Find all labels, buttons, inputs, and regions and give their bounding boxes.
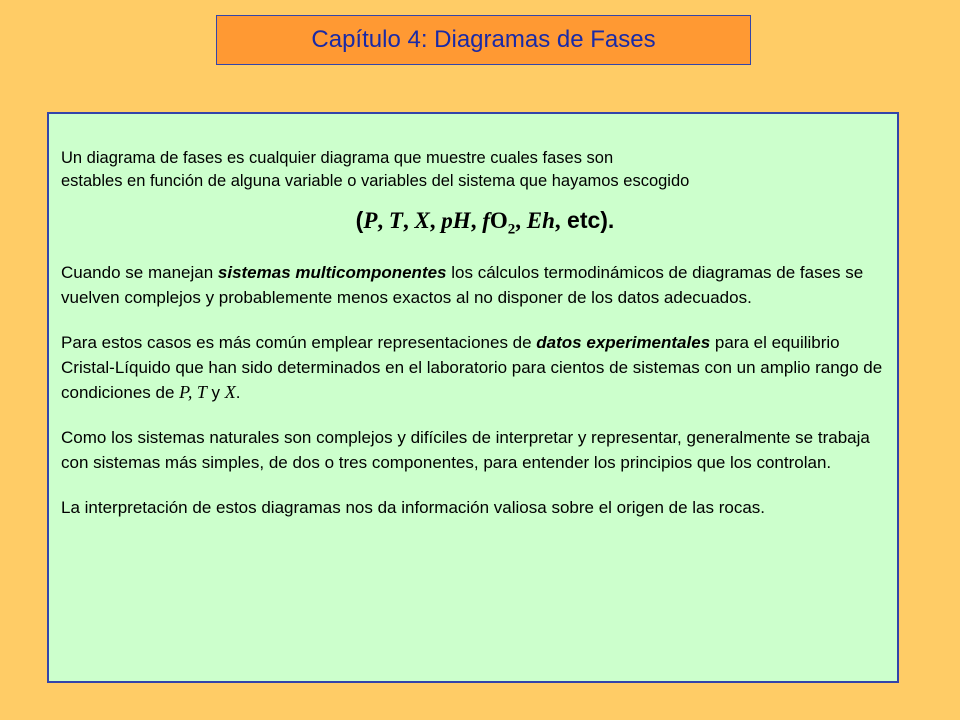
multicomponent-text-after: los cálculos termodinámicos de diagramas de fases se vuelven complejos y probablemente menos exactos al no disponer de los datos adecuados. bbox=[61, 263, 864, 307]
experimental-data-paragraph bbox=[61, 330, 885, 405]
experimental-conj: y bbox=[206, 383, 225, 402]
multicomponent-paragraph bbox=[61, 260, 885, 310]
formula-var-t: T bbox=[388, 208, 403, 233]
formula-sep-6: , bbox=[554, 208, 561, 233]
formula-subscript-2: 2 bbox=[507, 221, 516, 238]
interpretation-paragraph: La interpretación de estos diagramas nos da información valiosa sobre el origen de las rocas. bbox=[61, 498, 766, 517]
experimental-var-pt: P, T bbox=[179, 382, 207, 402]
formula-var-h: H bbox=[452, 208, 471, 233]
experimental-emphasis: datos experimentales bbox=[536, 333, 711, 352]
formula-var-f: f bbox=[482, 208, 490, 233]
natural-systems-paragraph: Como los sistemas naturales son complejos y difíciles de interpretar y representar, generalmente se trabaja con sistemas más simples, de dos o tres componentes, para entender los principios que los controlan. bbox=[61, 428, 870, 472]
formula-var-o: O bbox=[489, 208, 508, 233]
formula-var-eh: Eh bbox=[526, 208, 555, 233]
experimental-text-before: Para estos casos es más común emplear representaciones de bbox=[61, 333, 537, 352]
experimental-text-middle: para el equilibrio Cristal-Líquido que han sido determinados en el laboratorio para cientos de sistemas con un amplio rango de condiciones de bbox=[61, 333, 883, 402]
variables-formula bbox=[61, 205, 885, 236]
formula-sep-4: , bbox=[470, 208, 483, 233]
formula-var-x: X bbox=[414, 208, 430, 233]
multicomponent-emphasis: sistemas multicomponentes bbox=[217, 263, 447, 282]
formula-sep-2: , bbox=[402, 208, 415, 233]
slide-title bbox=[216, 15, 751, 65]
experimental-end: . bbox=[235, 383, 241, 402]
intro-line-1: Un diagrama de fases es cualquier diagrama que muestre cuales fases son bbox=[61, 149, 614, 167]
formula-sep-3: , bbox=[429, 208, 442, 233]
experimental-var-x: X bbox=[224, 382, 236, 402]
formula-var-p: P bbox=[363, 208, 378, 233]
intro-paragraph bbox=[61, 147, 885, 193]
multicomponent-text-before: Cuando se manejan bbox=[61, 263, 218, 282]
formula-etc: etc). bbox=[567, 207, 615, 233]
intro-line-2: estables en función de alguna variable o variables del sistema que hayamos escogido bbox=[61, 172, 690, 190]
content-panel bbox=[47, 112, 899, 683]
formula-var-p-lower: p bbox=[441, 208, 453, 233]
formula-sep-1: , bbox=[377, 208, 389, 233]
slide-title-text: Capítulo 4: Diagramas de Fases bbox=[311, 26, 656, 53]
formula-open-paren: ( bbox=[355, 207, 364, 233]
formula-sep-5: , bbox=[515, 208, 527, 233]
